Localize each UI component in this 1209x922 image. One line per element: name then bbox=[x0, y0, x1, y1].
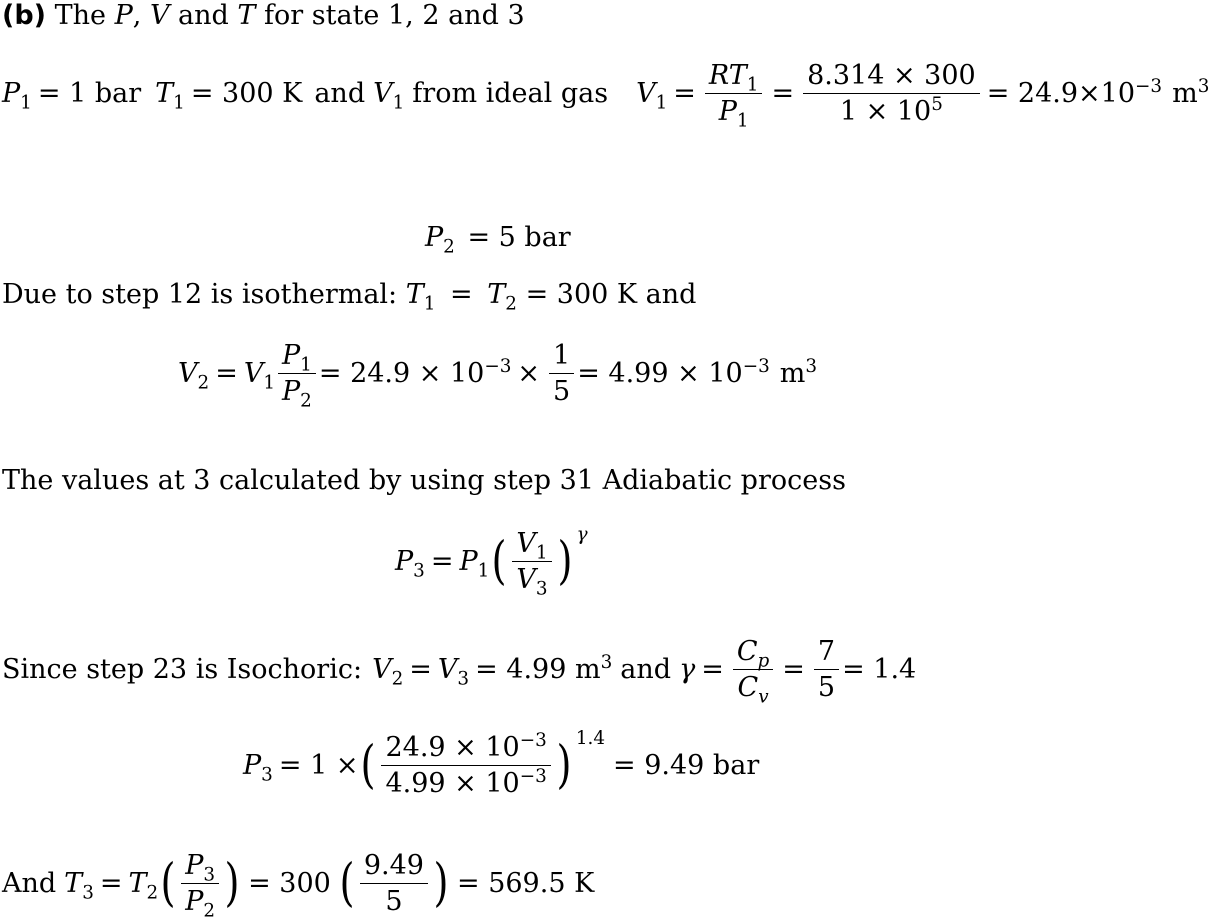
p1-num: P bbox=[282, 340, 301, 371]
part-label: (b) bbox=[2, 0, 47, 31]
t1-value: = 300 K bbox=[190, 78, 303, 110]
header-and: and bbox=[178, 0, 229, 31]
v1-symbol: V bbox=[373, 78, 393, 110]
p2-den-9: P bbox=[185, 886, 204, 918]
fraction-949-5 bbox=[360, 850, 428, 917]
v2-unit-exp: 3 bbox=[805, 356, 818, 378]
v1-sub: 1 bbox=[392, 92, 405, 114]
v1-sub-2: 1 bbox=[263, 372, 275, 394]
p1-symbol-3: P bbox=[459, 546, 478, 578]
gamma-result: = 1.4 bbox=[842, 654, 917, 686]
one-fifth-num: 1 bbox=[549, 340, 574, 374]
one-fifth-den: 5 bbox=[553, 376, 571, 408]
and-text: and bbox=[314, 78, 366, 110]
v2-mid: = 24.9 × 10 bbox=[318, 358, 485, 390]
rt-sub: 1 bbox=[746, 74, 759, 96]
t3-result: = 569.5 K bbox=[457, 868, 595, 900]
p-denominator: P bbox=[718, 96, 737, 128]
left-paren-9a: ( bbox=[160, 852, 176, 913]
cp-sub: p bbox=[757, 650, 770, 672]
equals-4: = bbox=[215, 358, 238, 390]
v2-sub-7: 2 bbox=[391, 668, 404, 690]
gamma-symbol: γ bbox=[679, 654, 696, 686]
isothermal-line bbox=[2, 279, 697, 315]
equals-2: = bbox=[771, 78, 795, 110]
vol-num-exp: −3 bbox=[519, 730, 547, 751]
isochoric-line bbox=[2, 636, 917, 708]
header-text-a: The bbox=[54, 0, 106, 31]
v1-symbol-2: V bbox=[243, 358, 264, 390]
exponent-1-4: 1.4 bbox=[575, 728, 606, 750]
v1-eq-symbol: V bbox=[636, 78, 656, 110]
isothermal-text: Due to step 12 is isothermal: bbox=[2, 279, 398, 310]
p2-den: P bbox=[282, 376, 301, 408]
p2-value: = 5 bar bbox=[467, 222, 571, 253]
fraction-volumes bbox=[381, 732, 550, 799]
right-paren-8: ) bbox=[556, 734, 572, 795]
fraction-seven-fifths bbox=[814, 636, 839, 703]
five-den: 5 bbox=[817, 672, 836, 704]
left-paren-8: ( bbox=[360, 734, 376, 795]
right-paren: ) bbox=[557, 530, 573, 591]
v1-eq-sub: 1 bbox=[655, 92, 668, 114]
fraction-p3-p2 bbox=[181, 850, 219, 922]
times: × bbox=[517, 358, 541, 390]
v1-num-sub: 1 bbox=[535, 542, 548, 564]
p2-den-sub: 2 bbox=[300, 390, 312, 412]
comma: , bbox=[132, 0, 142, 31]
v3-symbol: V bbox=[437, 654, 458, 686]
equals-7a: = bbox=[409, 654, 432, 686]
p3-symbol-8: P bbox=[243, 750, 262, 782]
v1-unit: m bbox=[1172, 78, 1198, 110]
equals: = bbox=[673, 78, 696, 110]
fraction-one-fifth bbox=[549, 340, 574, 407]
state2-pressure bbox=[425, 222, 571, 258]
v2-result-exp: −3 bbox=[742, 356, 770, 378]
v3-value: = 4.99 m bbox=[475, 654, 601, 686]
v1-result: = 24.9×10 bbox=[986, 78, 1136, 110]
equals-3: = bbox=[450, 279, 473, 310]
p-den-sub: 1 bbox=[736, 110, 749, 132]
left-paren: ( bbox=[491, 530, 507, 591]
p1-num-sub: 1 bbox=[300, 354, 312, 376]
isothermal-rest: = 300 K and bbox=[525, 279, 697, 310]
t3-mid: = 300 bbox=[248, 868, 331, 900]
numeric-denominator: 1 × 10 bbox=[839, 96, 932, 128]
p3-general-equation bbox=[395, 524, 588, 600]
symbol-v: V bbox=[149, 0, 170, 31]
vol-den-exp: −3 bbox=[519, 766, 547, 788]
v2-symbol: V bbox=[178, 358, 198, 390]
t3-sub: 3 bbox=[82, 882, 94, 904]
vol-den: 4.99 × 10 bbox=[385, 768, 520, 800]
p1-sub: 1 bbox=[20, 92, 32, 114]
adiabatic-intro bbox=[2, 467, 846, 494]
p3-numeric-equation bbox=[243, 728, 760, 800]
cv-den: C bbox=[737, 672, 759, 704]
fraction-rt-over-p bbox=[705, 60, 763, 132]
fraction-v1-v3 bbox=[512, 528, 551, 600]
and-text-7: and bbox=[620, 654, 672, 686]
p2-sub: 2 bbox=[443, 236, 455, 258]
numeric-numerator: 8.314 × 300 bbox=[803, 60, 980, 94]
symbol-p: P bbox=[114, 0, 133, 31]
vol-num: 24.9 × 10 bbox=[385, 732, 520, 763]
fraction-p1-p2 bbox=[278, 340, 316, 412]
symbol-t: T bbox=[237, 0, 256, 31]
section-header bbox=[2, 2, 525, 29]
t2-symbol: T bbox=[487, 279, 506, 310]
v3-den: V bbox=[516, 564, 536, 596]
v3-value-exp: 3 bbox=[600, 652, 613, 674]
t3-symbol: T bbox=[64, 868, 83, 900]
equals-7c: = bbox=[782, 654, 805, 686]
cv-sub: v bbox=[758, 686, 769, 708]
t1-symbol-2: T bbox=[405, 279, 424, 310]
and-text-9: And bbox=[2, 868, 57, 900]
t2-symbol-9: T bbox=[128, 868, 147, 900]
v2-sub: 2 bbox=[197, 372, 210, 394]
state1-line bbox=[2, 60, 1209, 132]
v2-unit: m bbox=[779, 358, 806, 390]
den-exponent: 5 bbox=[931, 94, 943, 116]
equals-7b: = bbox=[701, 654, 724, 686]
p3-sub: 3 bbox=[413, 560, 425, 582]
p1-symbol: P bbox=[2, 78, 21, 110]
p3-num-sub: 3 bbox=[203, 864, 216, 886]
v1-num: V bbox=[516, 528, 536, 559]
p1-value: = 1 bar bbox=[37, 78, 142, 110]
rt-numerator: RT bbox=[708, 60, 747, 91]
v2-result: = 4.99 × 10 bbox=[577, 358, 743, 390]
t1-symbol: T bbox=[155, 78, 174, 110]
ratio-den: 5 bbox=[385, 886, 403, 918]
p2-symbol: P bbox=[425, 222, 444, 253]
equals-6: = bbox=[430, 546, 454, 578]
seven-num: 7 bbox=[814, 636, 839, 670]
gamma-exponent: γ bbox=[576, 524, 588, 546]
p3-num: P bbox=[185, 850, 204, 881]
equals-9: = bbox=[99, 868, 123, 900]
fraction-numeric bbox=[803, 60, 980, 127]
adiabatic-text: The values at 3 calculated by using step 31 Adiabatic process bbox=[2, 465, 846, 496]
header-text-b: for state 1, 2 and 3 bbox=[264, 0, 525, 31]
isochoric-text: Since step 23 is Isochoric: bbox=[2, 654, 363, 686]
v1-result-exp: −3 bbox=[1135, 76, 1163, 98]
cp-num: C bbox=[736, 636, 758, 667]
v1-unit-exp: 3 bbox=[1197, 76, 1209, 98]
t2-sub-9: 2 bbox=[146, 882, 159, 904]
left-paren-9b: ( bbox=[339, 852, 355, 913]
p3-symbol: P bbox=[395, 546, 414, 578]
right-paren-9b: ) bbox=[433, 852, 449, 913]
t2-sub: 2 bbox=[505, 293, 517, 315]
v3-sub: 3 bbox=[457, 668, 470, 690]
from-ideal-gas: from ideal gas bbox=[412, 78, 609, 110]
v2-mid-exp: −3 bbox=[484, 356, 512, 378]
t1-sub-2: 1 bbox=[423, 293, 436, 315]
p3-lhs: = 1 × bbox=[278, 750, 359, 782]
right-paren-9a: ) bbox=[224, 852, 240, 913]
p3-sub-8: 3 bbox=[261, 764, 273, 786]
v2-symbol-7: V bbox=[372, 654, 392, 686]
p2-den-sub-9: 2 bbox=[203, 900, 216, 922]
t3-equation bbox=[2, 850, 595, 922]
p1-sub-3: 1 bbox=[477, 560, 490, 582]
p3-result: = 9.49 bar bbox=[613, 750, 760, 782]
fraction-cp-cv bbox=[733, 636, 773, 708]
ratio-num: 9.49 bbox=[360, 850, 428, 884]
v3-den-sub: 3 bbox=[535, 578, 548, 600]
t1-sub: 1 bbox=[173, 92, 185, 114]
v2-equation bbox=[178, 340, 818, 412]
